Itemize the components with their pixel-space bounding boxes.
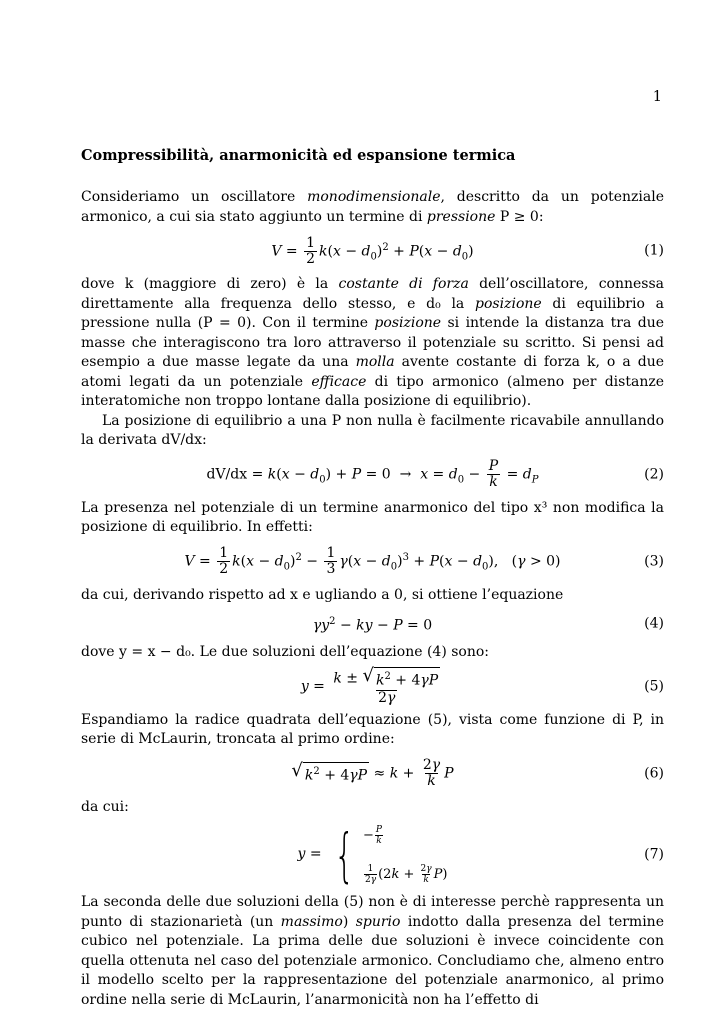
paragraph-2-seg-1: costante di forza bbox=[338, 276, 469, 292]
paragraph-1-seg-3: pressione bbox=[426, 208, 496, 225]
equation-3: V = $\frac{1}{2}$ $k(x - d_0)^2$ − $\frac{1}{3}$ $\gamma(x - d_0)^3 + P(x - d_0)$, (γ > 0) (3) bbox=[184, 545, 664, 577]
paragraph-9-seg-4: indotto dalla presenza del termine cubico nel potenziale. La prima delle due soluzioni è invece coincidente con quella ottenuta nel caso del potenziale armonico. Concludiamo che, almeno entro il modello scelto per la rappresentazione del potenziale anarmonico, al primo ordine nella serie di McLaurin, l’anarmonicità non ha l’effetto di bbox=[81, 913, 664, 1008]
equation-6-label: (6) bbox=[644, 764, 664, 781]
equation-2-label: (2) bbox=[644, 465, 664, 482]
paragraph-1-seg-1: monodimensionale bbox=[307, 189, 441, 205]
paragraph-9-seg-0: La seconda delle due soluzioni della (5) non è di interesse perchè rappresenta un punto di stazionarietà (un bbox=[81, 894, 664, 930]
paragraph-1-seg-4: P ≥ 0: bbox=[495, 208, 544, 225]
equation-1-label: (1) bbox=[644, 242, 664, 259]
paragraph-2-seg-3: posizione bbox=[475, 295, 542, 312]
paragraph-2-seg-4: di equilibrio a pressione nulla (P = 0). Con il termine bbox=[81, 295, 664, 331]
paragraph-1-seg-0: Consideriamo un oscillatore bbox=[81, 189, 308, 205]
paragraph-9-seg-1: massimo bbox=[280, 913, 343, 930]
paragraph-2 bbox=[81, 275, 664, 412]
paragraph-2-seg-5: posizione bbox=[374, 315, 442, 331]
equation-4: $\gamma y^2$ − ky − P = 0 (4) bbox=[312, 615, 664, 634]
paragraph-7: Espandiamo la radice quadrata dell’equazione (5), vista come funzione di P, in serie di McLaurin, troncata al primo ordine: bbox=[81, 711, 664, 747]
equation-6: √ $k^2 + 4\gamma P$ ≈ k + $\frac{2\gamma}{k}$ P (6) bbox=[291, 757, 664, 789]
equation-2: $dV/dx = k(x - d_0) + P = 0 \to x = d_0$ − $\frac{P}{k}$ = $d_P$ (2) bbox=[206, 458, 664, 490]
equation-5-label: (5) bbox=[644, 677, 664, 694]
paragraph-2-seg-8: avente costante di forza k, o a due atomi legati da un potenziale bbox=[81, 354, 664, 390]
paragraph-9-seg-3: spurio bbox=[355, 913, 401, 930]
paragraph-2-seg-6: si intende la distanza tra due masse che interagiscono tra loro attraverso il potenziale su scritto. Si pensi ad esempio a due masse legate da una bbox=[81, 315, 665, 370]
paragraph-2-seg-0: dove k (maggiore di zero) è la bbox=[81, 276, 339, 292]
paragraph-3: La posizione di equilibrio a una P non nulla è facilmente ricavabile annullando la derivata dV/dx: bbox=[81, 412, 664, 448]
equation-7-label: (7) bbox=[644, 846, 664, 863]
paragraph-6: dove y = x − d₀. Le due soluzioni dell’equazione (4) sono: bbox=[81, 644, 490, 660]
paragraph-2-seg-2: dell’oscillatore, connessa direttamente alla frequenza dello stesso, e d₀ la bbox=[81, 276, 664, 312]
paragraph-2-seg-7: molla bbox=[355, 354, 395, 370]
paragraph-1-seg-2: , descritto da un potenziale armonico, a cui sia stato aggiunto un termine di bbox=[81, 189, 665, 225]
paragraph-9 bbox=[81, 893, 664, 1010]
paragraph-4: La presenza nel potenziale di un termine anarmonico del tipo x³ non modifica la posizione di equilibrio. In effetti: bbox=[81, 499, 664, 535]
paragraph-9-seg-2: ) bbox=[342, 913, 356, 930]
section-title: Compressibilità, anarmonicità ed espansione termica bbox=[81, 147, 516, 164]
equation-5: y = k ± √ $k^2 + 4\gamma P$ 2γ (5) bbox=[300, 665, 664, 706]
equation-7: y = { − $\frac{P}{k}$ $\frac{1}{2\gamma}$ (2k + $\frac{2\gamma}{k}$ P) (7) bbox=[297, 821, 664, 889]
paragraph-5: da cui, derivando rispetto ad x e ugliando a 0, si ottiene l’equazione bbox=[81, 586, 564, 603]
paragraph-2-seg-9: efficace bbox=[311, 373, 367, 390]
paragraph-8: da cui: bbox=[81, 798, 129, 815]
equation-3-label: (3) bbox=[644, 552, 664, 569]
paragraph-1 bbox=[81, 188, 664, 227]
page-number: 1 bbox=[652, 89, 662, 105]
equation-1: V = $\frac{1}{2}$ $k(x - d_0)^2 + P(x - d_0)$ (1) bbox=[271, 234, 664, 267]
equation-4-label: (4) bbox=[644, 615, 664, 632]
document-body bbox=[81, 146, 664, 1010]
paragraph-2-seg-10: di tipo armonico (almeno per distanze interatomiche non troppo lontane dalla posizione di equilibrio). bbox=[81, 373, 664, 409]
